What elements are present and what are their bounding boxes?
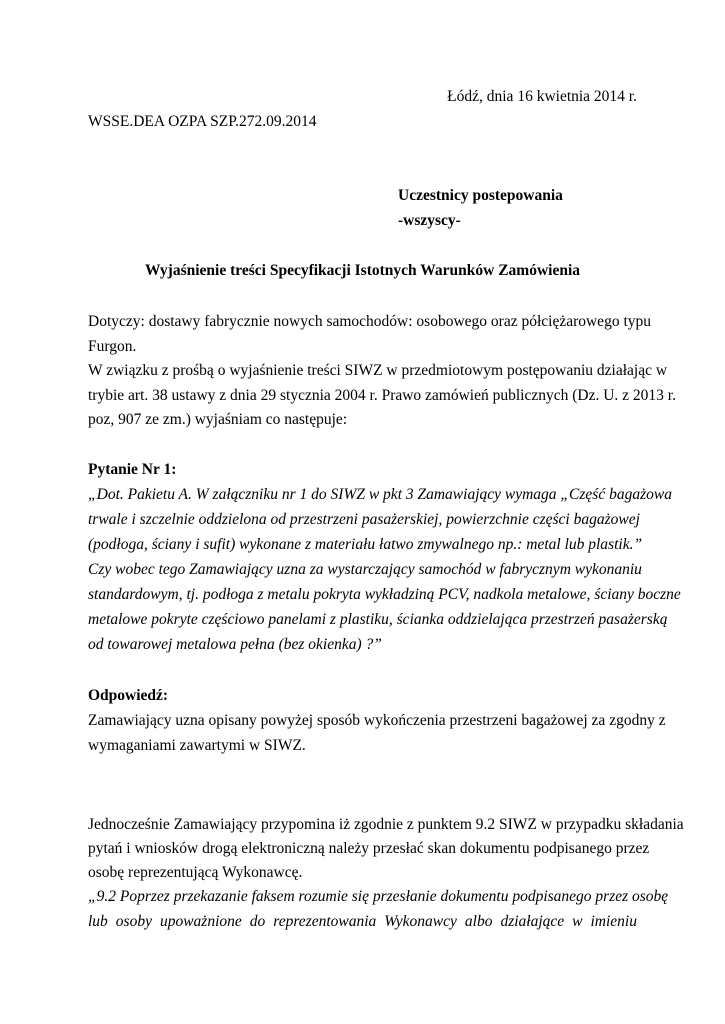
question-heading: Pytanie Nr 1: [88,461,177,478]
answer-line-2: wymaganiami zawartymi w SIWZ. [88,737,306,754]
intro-paragraph-line-3: poz, 907 ze zm.) wyjaśniam co następuje: [88,411,348,428]
question-line-4: Czy wobec tego Zamawiający uzna za wystarczający samochód w fabrycznym wykonaniu [88,561,642,578]
quoted-rule-line-1: „9.2 Poprzez przekazanie faksem rozumie się przesłanie dokumentu podpisanego przez osobę [88,888,669,905]
subject-line-2: Furgon. [88,338,137,355]
question-line-5: standardowym, tj. podłoga z metalu pokryta wykładziną PCV, nadkola metalowe, ściany boczne [88,586,681,603]
question-line-2: trwale i szczelnie oddzielona od przestrzeni pasażerskiej, powierzchnie części bagażowej [88,511,640,528]
addressee-line-1: Uczestnicy postepowania [398,187,563,204]
reminder-line-3: osobę reprezentującą Wykonawcę. [88,864,303,881]
question-line-3: (podłoga, ściany i sufit) wykonane z materiału łatwo zmywalnego np.: metal lub plastik.” [88,536,643,553]
answer-line-1: Zamawiający uzna opisany powyżej sposób wykończenia przestrzeni bagażowej za zgodny z [88,712,666,729]
addressee-line-2: -wszyscy- [398,212,461,229]
question-line-6: metalowe pokryte częściowo panelami z plastiku, ścianka oddzielająca przestrzeń pasażerską [88,611,668,628]
reminder-line-1: Jednocześnie Zamawiający przypomina iż zgodnie z punktem 9.2 SIWZ w przypadku składania [88,816,684,833]
reference-number: WSSE.DEA OZPA SZP.272.09.2014 [88,113,317,130]
intro-paragraph-line-2: trybie art. 38 ustawy z dnia 29 stycznia 2004 r. Prawo zamówień publicznych (Dz. U. z 2013 r. [88,387,676,404]
subject-line-1: Dotyczy: dostawy fabrycznie nowych samochodów: osobowego oraz półciężarowego typu [88,313,651,330]
question-line-7: od towarowej metalowa pełna (bez okienka) ?” [88,636,382,653]
intro-paragraph-line-1: W związku z prośbą o wyjaśnienie treści SIWZ w przedmiotowym postępowaniu działając w [88,362,668,379]
reminder-line-2: pytań i wniosków drogą elektroniczną należy przesłać skan dokumentu podpisanego przez [88,840,650,857]
quoted-rule-line-2: lub osoby upoważnione do reprezentowania Wykonawcy albo działające w imieniu [88,913,637,930]
question-line-1: „Dot. Pakietu A. W załączniku nr 1 do SIWZ w pkt 3 Zamawiający wymaga „Część bagażowa [88,486,672,503]
place-date: Łódź, dnia 16 kwietnia 2014 r. [447,88,637,105]
document-title: Wyjaśnienie treści Specyfikacji Istotnych Warunków Zamówienia [144,262,580,279]
answer-heading: Odpowiedź: [88,687,169,704]
